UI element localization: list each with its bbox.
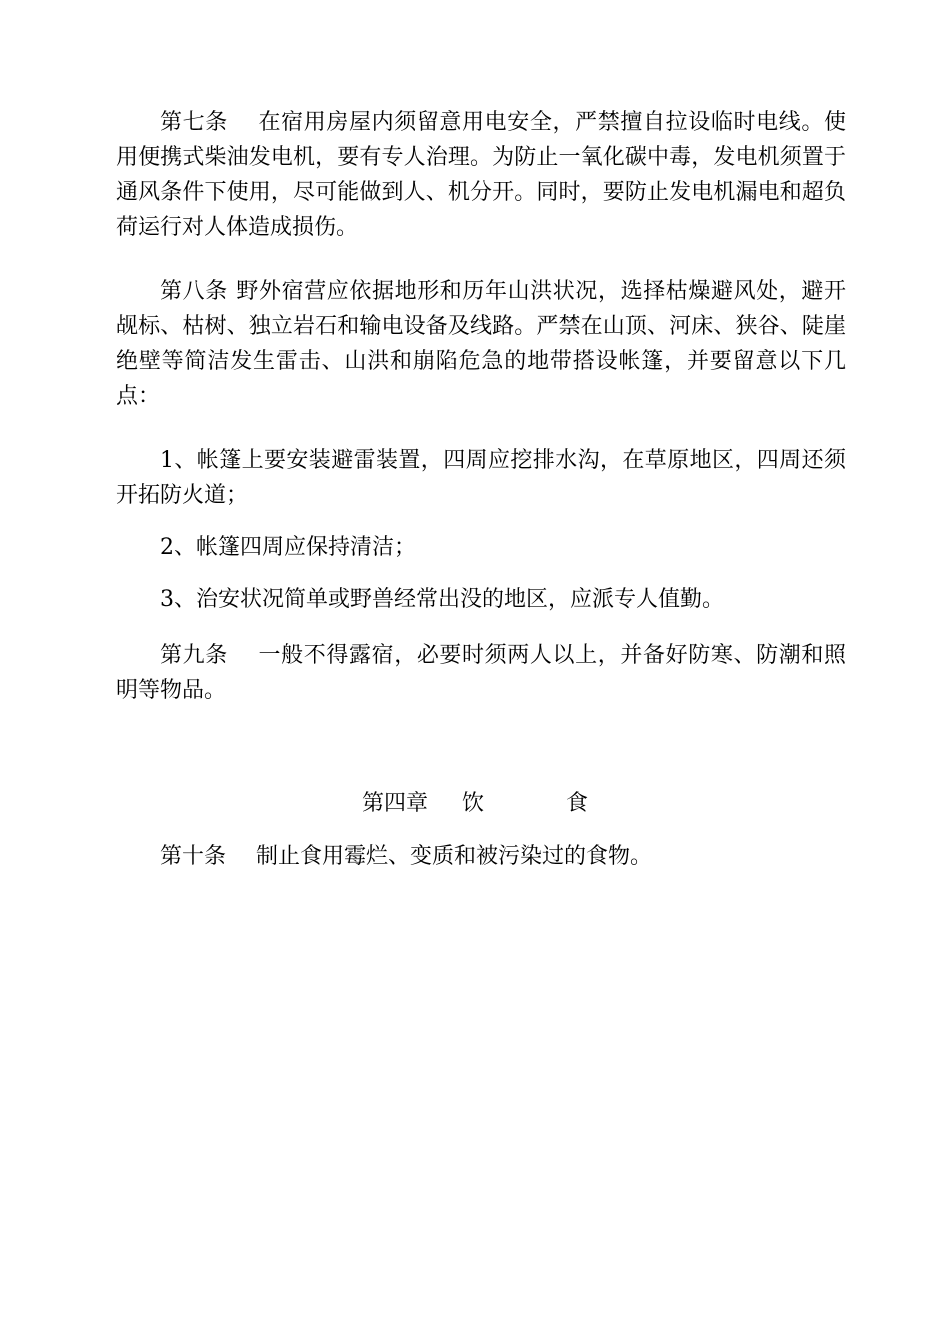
chapter-title-part1: 饮 [461,791,484,816]
list-item-3-number: 3 [160,587,174,612]
article-7 [116,105,846,245]
article-9-label: 第九条 [160,643,228,668]
list-item-3-text: 、治安状况简单或野兽经常出没的地区，应派专人值勤。 [174,587,725,612]
article-8 [116,274,846,414]
article-8-label: 第八条 [160,279,228,304]
list-item-2 [116,530,846,565]
list-item-2-text: 、帐篷四周应保持清洁； [174,535,417,560]
article-9 [116,638,846,708]
list-item-2-number: 2 [160,535,174,560]
article-8-text: 野外宿营应依据地形和历年山洪状况，选择枯燥避风处，避开觇标、枯树、独立岩石和输电设备及线路。严禁在山顶、河床、狭谷、陡崖绝壁等简洁发生雷击、山洪和崩陷危急的地带搭设帐篷，并要留意以下几点： [116,279,846,409]
article-10-text: 制止食用霉烂、变质和被污染过的食物。 [256,844,653,869]
article-7-label: 第七条 [160,110,228,135]
list-item-1-number: 1 [160,448,174,473]
list-item-1-text: 、帐篷上要安装避雷装置，四周应挖排水沟，在草原地区，四周还须开拓防火道； [116,448,846,508]
article-7-text: 在宿用房屋内须留意用电安全，严禁擅自拉设临时电线。使用便携式柴油发电机，要有专人治理。为防止一氧化碳中毒，发电机须置于通风条件下使用，尽可能做到人、机分开。同时，要防止发电机漏电和超负荷运行对人体造成损伤。 [116,110,846,240]
chapter-title-part2: 食 [566,791,589,816]
chapter-heading [0,786,950,821]
list-item-1 [116,443,846,513]
article-9-text: 一般不得露宿，必要时须两人以上，并备好防寒、防潮和照明等物品。 [116,643,846,703]
chapter-number: 第四章 [361,791,428,816]
article-10 [116,839,846,874]
article-10-label: 第十条 [160,844,227,869]
list-item-3 [116,582,846,617]
